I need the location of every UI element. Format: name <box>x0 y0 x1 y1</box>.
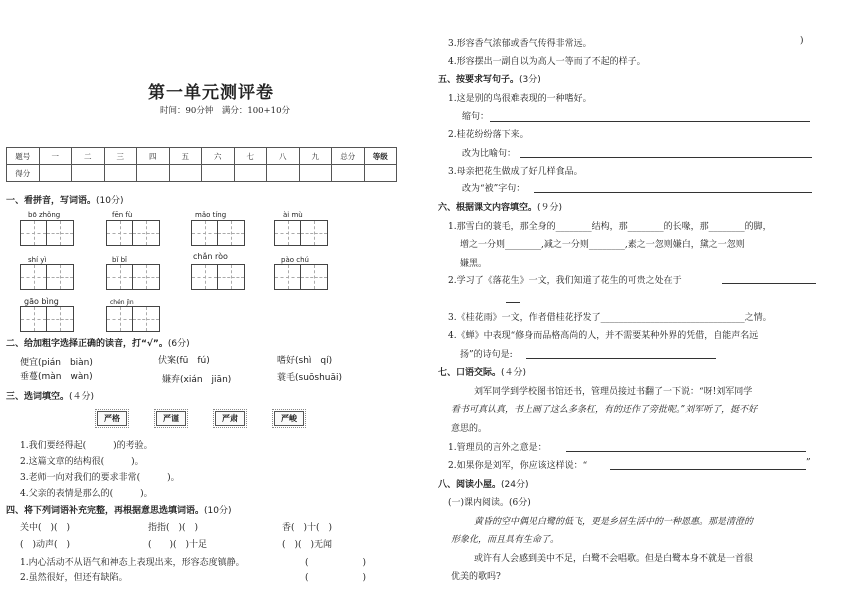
passage-line: 意思的。 <box>451 424 488 434</box>
answer-line[interactable] <box>534 192 812 193</box>
score-table-header-row <box>7 148 397 165</box>
idiom-blank[interactable]: 香( )十( ) <box>282 523 333 533</box>
passage-line: 形象化，而且具有生命了。 <box>451 535 560 545</box>
section-points: (10分) <box>204 506 232 516</box>
pinyin-label: bō zhǒng <box>28 211 61 219</box>
passage-line: 优美的歌吗? <box>451 572 501 582</box>
section-6-title <box>438 200 562 213</box>
score-input-cell[interactable] <box>39 165 72 182</box>
exam-meta: 时间：90分钟 满分：100+10分 <box>160 106 290 116</box>
pinyin-label: mǎo tíng <box>195 211 227 219</box>
answer-line[interactable] <box>526 358 716 359</box>
fill-in-item[interactable]: 3.《桂花雨》一文，作者借桂花抒发了________________________________之情。 <box>448 313 772 323</box>
passage-line: 看书可真认真，书上画了这么多条杠，有的还作了旁批呢。”刘军听了，挺不好 <box>451 405 758 415</box>
pronunciation-item[interactable]: 便宜(pián biàn) <box>20 358 93 368</box>
section-title-text: 三、选词填空。 <box>6 392 70 402</box>
sentence-item: 2.桂花纷纷落下来。 <box>448 130 529 140</box>
closing-quote: ” <box>806 458 811 468</box>
section-title-text: 八、阅读小屋。 <box>438 480 502 490</box>
answer-prompt: 改为比喻句： <box>462 149 517 159</box>
idiom-blank[interactable]: ( )动声( ) <box>20 540 71 550</box>
fill-in-item[interactable]: 1.我们要经得起( )的考验。 <box>20 441 153 451</box>
score-input-cell[interactable] <box>267 165 300 182</box>
fill-in-item[interactable]: 1.那雪白的蓑毛，那全身的________结构，那________的长喙，那________的脚， <box>448 222 772 232</box>
section-2-title <box>6 336 190 349</box>
passage-line: 或许有人会感到美中不足，白鹭不会唱歌。但是白鹭本身不就是一首很 <box>474 554 754 564</box>
section-points: (９分) <box>537 203 563 213</box>
writing-box[interactable] <box>274 220 328 246</box>
score-cell: 四 <box>137 148 170 165</box>
score-table-score-row <box>7 165 397 182</box>
answer-line[interactable] <box>722 283 816 284</box>
fill-in-item: 嫌黑。 <box>460 259 488 269</box>
pronunciation-item[interactable]: 嗜好(shì qí) <box>277 356 333 366</box>
passage-line: 黄昏的空中偶见白鹭的低飞，更是乡居生活中的一种恩惠。那是清澄的 <box>474 517 754 527</box>
score-input-cell[interactable] <box>299 165 332 182</box>
question-item: 1.管理员的言外之意是： <box>448 443 547 453</box>
meaning-item: 1.内心活动不从语气和神态上表现出来，形容态度镇静。 <box>20 558 245 568</box>
section-title-text: 七、口语交际。 <box>438 368 502 378</box>
word-option-tag: 严肃 <box>215 411 245 426</box>
score-cell: 等级 <box>364 148 397 165</box>
section-points: (４分) <box>501 368 527 378</box>
sentence-item: 1.这是别的鸟很难表现的一种嗜好。 <box>448 94 592 104</box>
score-input-cell[interactable] <box>332 165 365 182</box>
score-cell: 题号 <box>7 148 40 165</box>
fill-in-item: 扬”的诗句是: <box>460 350 513 360</box>
fill-in-item[interactable]: 2.这篇文章的结构很( )。 <box>20 457 144 467</box>
section-points: (４分) <box>69 392 95 402</box>
writing-box[interactable] <box>20 264 74 290</box>
score-cell: 二 <box>72 148 105 165</box>
score-cell: 得分 <box>7 165 40 182</box>
section-5-title <box>438 72 541 85</box>
score-input-cell[interactable] <box>104 165 137 182</box>
pinyin-label: shí yì <box>28 256 47 264</box>
section-title-text: 一、看拼音，写词语。 <box>6 196 97 206</box>
score-cell: 七 <box>234 148 267 165</box>
pinyin-label: ài mù <box>283 211 303 219</box>
section-points: (10分) <box>96 196 124 206</box>
answer-prompt: 改为“被”字句： <box>462 184 526 194</box>
idiom-blank[interactable]: ( )( )十足 <box>148 540 208 550</box>
section-points: (24分) <box>501 480 529 490</box>
question-item: 2.如果你是刘军，你应该这样说：“ <box>448 461 588 471</box>
pronunciation-item[interactable]: 垂蔓(màn wàn) <box>20 372 93 382</box>
answer-line[interactable] <box>490 121 810 122</box>
score-input-cell[interactable] <box>202 165 235 182</box>
score-input-cell[interactable] <box>234 165 267 182</box>
answer-paren[interactable]: ( ) <box>305 558 367 568</box>
answer-line[interactable] <box>610 469 806 470</box>
score-table <box>6 147 397 182</box>
score-cell: 总分 <box>332 148 365 165</box>
meaning-item: 2.虽然很好，但还有缺陷。 <box>20 573 128 583</box>
pinyin-label: fēn fù <box>112 211 133 219</box>
answer-paren[interactable]: ( ) <box>305 573 367 583</box>
score-cell: 一 <box>39 148 72 165</box>
writing-box[interactable] <box>106 306 160 332</box>
pinyin-label: bǐ bǐ <box>112 256 128 264</box>
section-title-text: 二、给加粗字选择正确的读音，打“√”。 <box>6 339 168 349</box>
meaning-item: 3.形容香气浓郁或香气传得非常远。 <box>448 39 592 49</box>
answer-line[interactable] <box>520 157 812 158</box>
idiom-blank[interactable]: 指指( )( ) <box>148 523 199 533</box>
passage-line: 刘军同学到学校图书馆还书，管理员接过书翻了一下说：“呀!刘军同学 <box>474 387 753 397</box>
meaning-item: 4.形容摆出一副自以为高人一等而了不起的样子。 <box>448 57 646 67</box>
fill-in-item[interactable]: 4.父亲的表情是那么的( )。 <box>20 489 153 499</box>
score-cell: 六 <box>202 148 235 165</box>
pinyin-label: pào chú <box>281 256 309 264</box>
writing-box[interactable] <box>106 264 160 290</box>
answer-line[interactable] <box>506 302 520 303</box>
score-input-cell[interactable] <box>72 165 105 182</box>
fill-in-item[interactable]: 3.老师一向对我们的要求非常( )。 <box>20 473 180 483</box>
writing-box[interactable] <box>191 220 245 246</box>
pinyin-label: chǎn ròo <box>193 252 228 261</box>
fill-in-item: 2.学习了《落花生》一文，我们知道了花生的可贵之处在于 <box>448 276 682 286</box>
score-input-cell[interactable] <box>169 165 202 182</box>
idiom-blank[interactable]: 关中( )( ) <box>20 523 71 533</box>
writing-box[interactable] <box>191 264 245 290</box>
pronunciation-item[interactable]: 伏案(fū fú) <box>158 356 210 366</box>
section-7-title <box>438 365 526 378</box>
writing-box[interactable] <box>20 220 74 246</box>
answer-line[interactable] <box>566 451 806 452</box>
word-option-tag: 严谨 <box>156 411 186 426</box>
section-title-text: 五、按要求写句子。 <box>438 75 520 85</box>
writing-box[interactable] <box>20 306 74 332</box>
fill-in-item: 4.《蝉》中表现“修身而品格高尚的人，并不需要某种外界的凭借，自能声名远 <box>448 331 759 341</box>
word-option-tag: 严峻 <box>274 411 304 426</box>
section-8-title <box>438 477 529 490</box>
pinyin-label: gāo bìng <box>24 297 59 306</box>
score-input-cell[interactable] <box>364 165 397 182</box>
score-cell: 九 <box>299 148 332 165</box>
answer-paren[interactable]: ) <box>800 36 804 46</box>
pronunciation-item[interactable]: 嫌弃(xián jiān) <box>162 375 232 385</box>
section-4-title <box>6 503 232 516</box>
section-title-text: 四、将下列词语补充完整，再根据意思选填词语。 <box>6 506 205 516</box>
score-input-cell[interactable] <box>137 165 170 182</box>
writing-box[interactable] <box>274 264 328 290</box>
subsection-title: (一)课内阅读。(6分) <box>448 498 531 508</box>
word-option-tag: 严格 <box>97 411 127 426</box>
section-3-title <box>6 389 94 402</box>
sentence-item: 3.母亲把花生做成了好几样食品。 <box>448 167 583 177</box>
page-title: 第一单元测评卷 <box>148 83 274 103</box>
section-1-title <box>6 193 124 206</box>
pinyin-label: chén jìn <box>110 299 134 306</box>
writing-box[interactable] <box>106 220 160 246</box>
score-cell: 三 <box>104 148 137 165</box>
section-title-text: 六、根据课文内容填空。 <box>438 203 538 213</box>
score-cell: 五 <box>169 148 202 165</box>
section-points: (3分) <box>519 75 541 85</box>
pronunciation-item[interactable]: 蓑毛(suōshuāi) <box>277 373 343 383</box>
answer-prompt: 缩句： <box>462 112 490 122</box>
idiom-blank[interactable]: ( )( )无闻 <box>282 540 333 550</box>
section-points: (6分) <box>167 339 190 349</box>
fill-in-item[interactable]: 增之一分则________,减之一分则________,素之一忽则嫌白，黛之一忽则 <box>460 240 745 250</box>
score-cell: 八 <box>267 148 300 165</box>
